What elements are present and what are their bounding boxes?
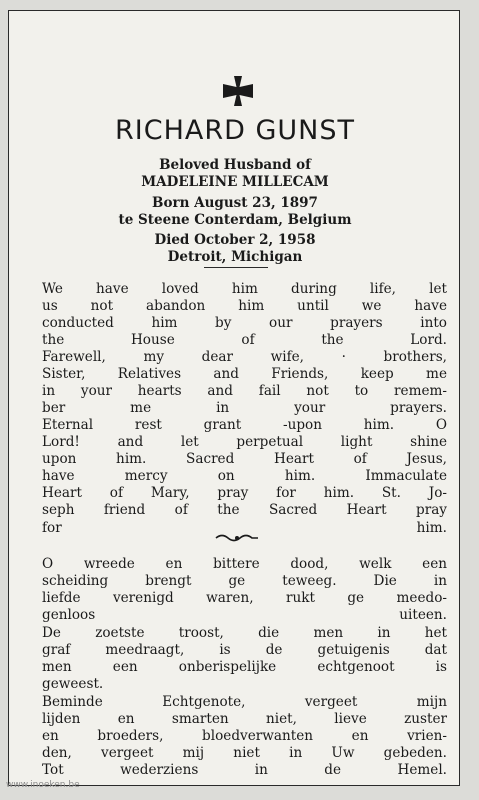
text-line: De zoetste troost, die men in het — [42, 625, 447, 641]
cross-pattee-icon — [221, 74, 255, 108]
text-line: den, vergeet mij niet in Uw gebeden. — [42, 745, 447, 762]
watermark: www.inoeken.be — [6, 780, 80, 790]
text-line: liefde verenigd waren, rukt ge meedo- — [42, 590, 447, 607]
text-line: men een onberispelijke echtgenoot is — [42, 659, 447, 676]
text-line: scheiding brengt ge teweeg. Die in — [42, 573, 447, 590]
text-line: seph friend of the Sacred Heart pray — [42, 502, 447, 519]
death-date: Died October 2, 1958 — [154, 232, 316, 248]
text-line: Heart of Mary, pray for him. St. Jo- — [42, 485, 447, 502]
relation-line: Beloved Husband of — [159, 157, 311, 173]
header-divider — [204, 267, 268, 268]
text-line: lijden en smarten niet, lieve zuster — [42, 711, 447, 728]
death-place: Detroit, Michigan — [167, 249, 303, 265]
spouse-name: MADELEINE MILLECAM — [141, 174, 329, 190]
text-line: Beminde Echtgenote, vergeet mijn — [42, 694, 447, 710]
text-line: conducted him by our prayers into — [42, 315, 447, 332]
text-line: have mercy on him. Immaculate — [42, 468, 447, 485]
text-line: Eternal rest grant -upon him. O — [42, 417, 447, 433]
text-line: us not abandon him until we have — [42, 298, 447, 315]
english-paragraph-1 — [42, 281, 447, 349]
english-paragraph-2 — [42, 349, 447, 417]
dutch-paragraph-3 — [42, 694, 447, 779]
birth-date: Born August 23, 1897 — [152, 195, 318, 211]
text-line: Lord! and let perpetual light shine — [42, 434, 447, 451]
text-line: the House of the Lord. — [42, 332, 447, 349]
deceased-name: RICHARD GUNST — [115, 115, 355, 146]
text-line: Farewell, my dear wife, · brothers, — [42, 349, 447, 365]
text-line: for him. — [42, 519, 447, 536]
text-line: Sister, Relatives and Friends, keep me — [42, 366, 447, 383]
text-line: geweest. — [42, 676, 104, 693]
divider-ornament-icon — [214, 533, 260, 543]
text-line: We have loved him during life, let — [42, 281, 447, 297]
text-line: genloos uiteen. — [42, 607, 447, 624]
text-line: ber me in your prayers. — [42, 400, 447, 417]
english-paragraph-3 — [42, 417, 447, 537]
text-line: en broeders, bloedverwanten en vrien- — [42, 728, 447, 745]
text-line: Tot wederziens in de Hemel. — [42, 762, 447, 779]
text-line: in your hearts and fail not to remem- — [42, 383, 447, 400]
birth-place: te Steene Conterdam, Belgium — [118, 212, 352, 228]
dutch-paragraph-2 — [42, 625, 447, 693]
text-line: graf meedraagt, is de getuigenis dat — [42, 642, 447, 659]
memorial-card — [8, 10, 460, 786]
text-line: upon him. Sacred Heart of Jesus, — [42, 451, 447, 468]
text-line: O wreede en bittere dood, welk een — [42, 556, 447, 572]
dutch-paragraph-1 — [42, 556, 447, 624]
